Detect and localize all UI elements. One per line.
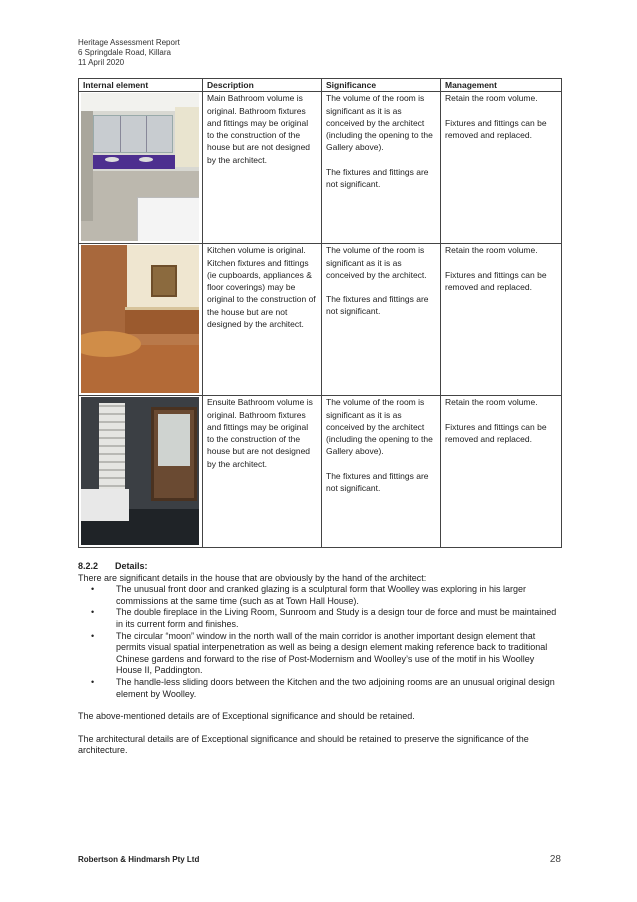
section-title: Details:	[115, 561, 148, 571]
table-row	[79, 396, 562, 548]
photo-cell	[79, 396, 203, 548]
bullet-icon: •	[91, 676, 95, 687]
section-intro: There are significant details in the house that are obviously by the hand of the architect:	[78, 572, 427, 583]
internal-elements-table	[78, 78, 562, 548]
photo-cell	[79, 244, 203, 396]
main-bathroom-photo	[81, 93, 199, 241]
list-item: • The handle-less sliding doors between the Kitchen and the two adjoining rooms are an unusual original design element by Woolley.	[91, 676, 555, 699]
section-heading	[78, 561, 561, 573]
details-section	[78, 561, 561, 757]
significance-cell: The volume of the room is significant as it is as conceived by the architect. The fixtures and fittings are not significant.	[322, 244, 441, 396]
management-cell: Retain the room volume. Fixtures and fittings can be removed and replaced.	[441, 244, 562, 396]
report-header	[78, 38, 180, 68]
column-header: Internal element	[79, 79, 203, 92]
column-header: Description	[203, 79, 322, 92]
paragraph: The above-mentioned details are of Exceptional significance and should be retained.	[78, 711, 415, 722]
column-header: Management	[441, 79, 562, 92]
company-name: Robertson & Hindmarsh Pty Ltd	[78, 855, 200, 864]
column-header: Significance	[322, 79, 441, 92]
table-row	[79, 92, 562, 244]
list-item: • The unusual front door and cranked glazing is a sculptural form that Woolley was exploring in his larger commissions at the same time (such as at Town Hall House).	[91, 584, 527, 606]
management-cell: Retain the room volume. Fixtures and fittings can be removed and replaced.	[441, 396, 562, 548]
section-number: 8.2.2	[78, 561, 99, 571]
report-address: 6 Springdale Road, Killara	[78, 48, 171, 57]
list-item: • The circular “moon” window in the north wall of the main corridor is another important design element that permits visual spatial interpenetration as well as being a design element making reference back to traditional Chinese gardens and forward to the rise of Post-Modernism and Woolley’s use of the motif in his Woolley House II, Paddington.	[91, 630, 548, 676]
management-cell: Retain the room volume. Fixtures and fittings can be removed and replaced.	[441, 92, 562, 244]
bullet-icon: •	[91, 584, 95, 595]
bullet-icon: •	[91, 630, 95, 641]
details-list	[78, 584, 561, 700]
page-footer	[78, 855, 561, 864]
description-cell: Ensuite Bathroom volume is original. Bathroom fixtures and fittings may be original to the construction of the house but are not designed by the architect.	[203, 396, 322, 548]
significance-cell: The volume of the room is significant as it is as conceived by the architect (including the opening to the Gallery above). The fixtures and fittings are not significant.	[322, 396, 441, 548]
report-title: Heritage Assessment Report	[78, 38, 180, 47]
table-row	[79, 244, 562, 396]
description-cell: Kitchen volume is original. Kitchen fixtures and fittings (ie cupboards, appliances & floor coverings) may be original to the construction of the house but are not designed by the architect.	[203, 244, 322, 396]
ensuite-bathroom-photo	[81, 397, 199, 545]
list-item: • The double fireplace in the Living Room, Sunroom and Study is a design tour de force and must be maintained in its current form and finishes.	[91, 607, 557, 629]
description-cell: Main Bathroom volume is original. Bathroom fixtures and fittings may be original to the construction of the house but are not designed by the architect.	[203, 92, 322, 244]
paragraph: The architectural details are of Exceptional significance and should be retained to preserve the significance of the architecture.	[78, 733, 529, 756]
photo-cell	[79, 92, 203, 244]
bullet-icon: •	[91, 607, 95, 618]
significance-cell: The volume of the room is significant as it is as conceived by the architect (including the opening to the Gallery above). The fixtures and fittings are not significant.	[322, 92, 441, 244]
kitchen-photo	[81, 245, 199, 393]
page-number: 28	[549, 854, 561, 865]
table-header-row	[79, 79, 562, 92]
report-date: 11 April 2020	[78, 58, 125, 67]
